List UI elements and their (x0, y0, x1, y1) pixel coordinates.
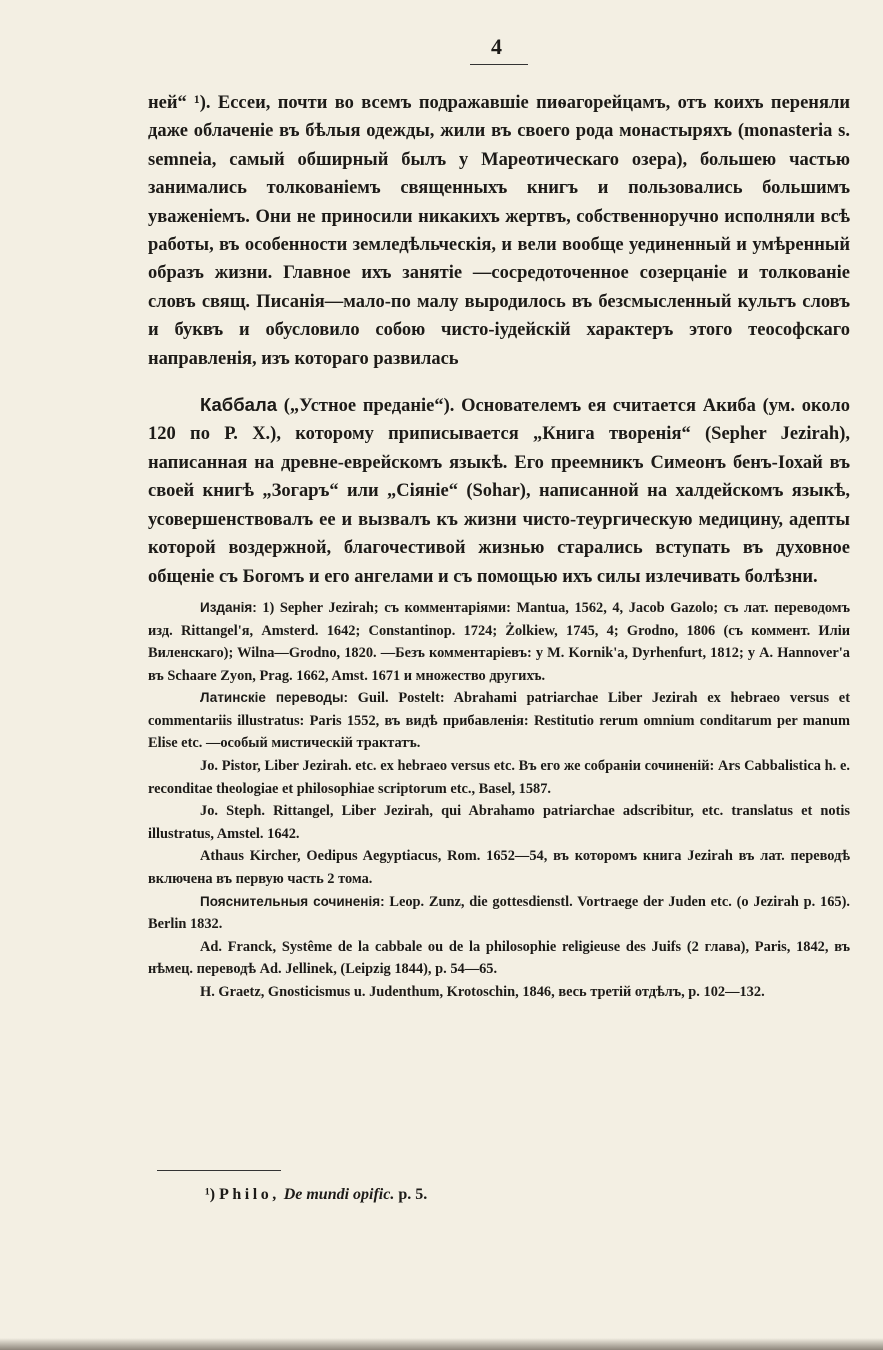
bib-explanatory (148, 891, 850, 936)
bib-editions-label: Изданія: (200, 599, 257, 615)
paragraph-kabbalah-text: („Устное преданіе“). Основателемъ ея считается Акиба (ум. около 120 по Р. Х.), которому приписывается „Книга творенія“ (Sepher Jezirah), написанная на древне-еврейскомъ языкѣ. Его преемникъ Симеонъ бенъ-Іохай въ своей книгѣ „Зогаръ“ или „Сіяніе“ (Sohar), написанной на халдейскомъ языкѣ, усовершенствовалъ ее и вызвалъ къ жизни чисто-теургическую медицину, адепты которой воздержной, благочестивой жизнью старались вступать въ духовное общеніе съ Богомъ и его ангелами и съ помощью ихъ силы излечивать болѣзни. (148, 396, 850, 587)
footnote-title: De mundi opific. (283, 1186, 395, 1203)
bib-entry-franck: Ad. Franck, Systême de la cabbale ou de la philosophie religieuse des Juifs (2 глава), Paris, 1842, въ нѣмец. переводѣ Ad. Jellinek, (Leipzig 1844), p. 54—65. (148, 938, 850, 978)
page-number-rule (470, 64, 528, 65)
bib-latin-text: Guil. Postelt: Abrahami patriarchae Liber Jezirah ex hebraeo versus et commentariis illustratus: Paris 1552, въ видѣ прибавленія: Restitutio rerum omnium conditarum per manum Elise etc. —особый мистическій трактатъ. (148, 690, 850, 752)
page-body (148, 89, 850, 1004)
bib-entry-kircher: Athaus Kircher, Oedipus Aegyptiacus, Rom. 1652—54, въ которомъ книга Jezirah въ лат. переводѣ включена въ первую часть 2 тома. (148, 848, 850, 888)
bib-entry-pistor: Jo. Pistor, Liber Jezirah. etc. ex hebraeo versus etc. Въ его же собраніи сочиненій: Ars Cabbalistica h. e. reconditae theologiae et philosophiae scriptorum etc., Basel, 1587. (148, 758, 850, 797)
scan-edge-shadow (0, 1338, 883, 1350)
footnote-author: Philo, (219, 1186, 280, 1203)
bib-explanatory-label: Пояснительныя сочиненія: (200, 893, 385, 909)
bib-latin (148, 687, 850, 755)
bib-entry-graetz: H. Graetz, Gnosticismus u. Judenthum, Krotoschin, 1846, весь третій отдѣлъ, p. 102—132. (200, 984, 765, 1000)
footnote-marker: ¹) (205, 1186, 216, 1203)
bib-entry-rittangel: Jo. Steph. Rittangel, Liber Jezirah, qui Abrahamo patriarchae adscribitur, etc. translatus et notis illustratus, Amstel. 1642. (148, 803, 850, 842)
footnote-page: p. 5. (398, 1186, 428, 1203)
bib-editions (148, 597, 850, 687)
bib-explanatory-text: Leop. Zunz, die gottesdienstl. Vortraege der Juden etc. (o Jezirah p. 165). Berlin 1832. (148, 893, 850, 933)
bib-latin-label: Латинскіе переводы: (200, 690, 349, 706)
page-number: 4 (491, 34, 502, 59)
bibliography (148, 597, 850, 1004)
paragraph-essenes: ней“ ¹). Ессеи, почти во всемъ подражавшіе пиѳагорейцамъ, отъ коихъ переняли даже облаченіе въ бѣлыя одежды, жили въ своего рода монастыряхъ (monasteria s. semneia, самый обширный былъ у Мареотическаго озера), большею частью занимались толкованіемъ священныхъ книгъ и пользовались большимъ уваженіемъ. Они не приносили никакихъ жертвъ, собственноручно исполняли всѣ работы, въ особенности земледѣльческія, и вели вообще уединенный и умѣренный образъ жизни. Главное ихъ занятіе —сосредоточенное созерцаніе и толкованіе словъ свящ. Писанія—мало-по малу выродилось въ безсмысленный культъ словъ и буквъ и обусловило собою чисто-іудейскій характеръ этого теософскаго направленія, изъ котораго развилась (148, 93, 850, 369)
footnote (205, 1186, 427, 1204)
term-kabbalah: Каббала (200, 394, 277, 416)
bib-editions-text: 1) Sepher Jezirah; съ комментаріями: Mantua, 1562, 4, Jacob Gazolo; съ лат. переводомъ изд. Rittangel'я, Amsterd. 1642; Constantinop. 1724; Żolkiew, 1745, 4; Grodno, 1806 (съ коммент. Иліи Виленскаго); Wilna—Grodno, 1820. —Безъ комментаріевъ: у M. Kornik'a, Dyrhenfurt, 1812; у A. Hannover'a въ Schaare Zyon, Prag. 1662, Amst. 1671 и множество другихъ. (148, 599, 850, 684)
paragraph-kabbalah (148, 391, 850, 591)
footnote-rule (157, 1170, 281, 1171)
